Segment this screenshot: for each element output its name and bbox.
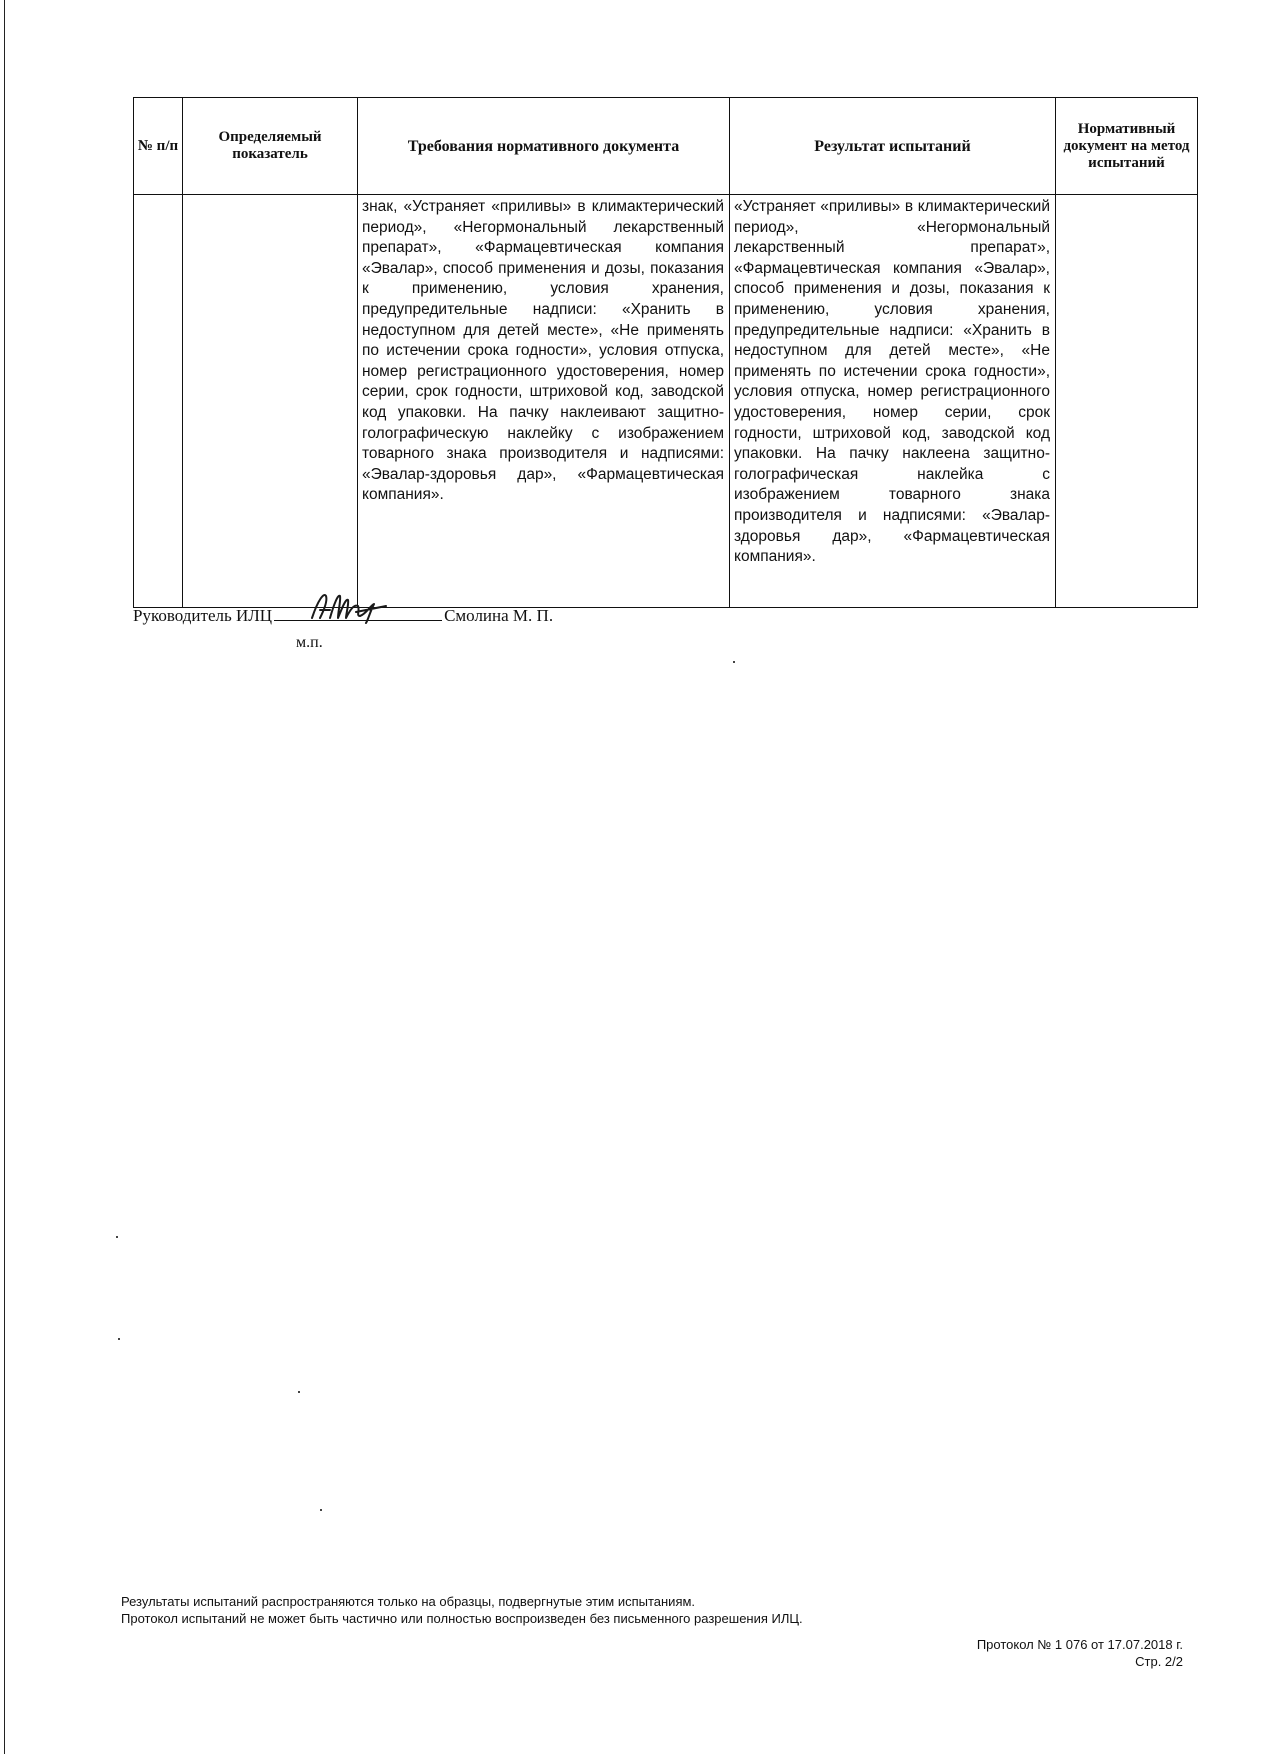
footer-note-scope: Результаты испытаний распространяются только на образцы, подвергнутые этим испытаниям. — [121, 1594, 696, 1609]
cell-number — [134, 195, 183, 608]
cell-indicator — [183, 195, 358, 608]
table-row — [134, 195, 1198, 608]
handwritten-signature — [308, 590, 388, 624]
signatory-role: Руководитель ИЛЦ — [133, 606, 273, 625]
cell-method — [1056, 195, 1198, 608]
scan-speck — [298, 1391, 300, 1393]
stamp-place: м.п. — [296, 634, 323, 651]
page-number: Стр. 2/2 — [1135, 1654, 1183, 1669]
signatory-name: Смолина М. П. — [444, 606, 554, 625]
signature-line — [133, 604, 553, 626]
scan-speck — [116, 1236, 118, 1238]
scan-speck — [733, 661, 735, 663]
header-method: Нормативный документ на метод испытаний — [1056, 98, 1198, 195]
signature-blank — [274, 604, 442, 621]
header-requirements: Требования нормативного документа — [358, 98, 730, 195]
test-results-table — [133, 97, 1198, 608]
scan-speck — [320, 1509, 322, 1511]
cell-result — [730, 195, 1056, 608]
cell-requirements — [358, 195, 730, 608]
protocol-reference: Протокол № 1 076 от 17.07.2018 г. — [976, 1637, 1183, 1652]
table-header-row — [134, 98, 1198, 195]
header-result: Результат испытаний — [730, 98, 1056, 195]
requirements-text: знак, «Устраняет «приливы» в климактерический период», «Негормональный лекарственный препарат», «Фармацевтическая компания «Эвалар», способ применения и дозы, показания к применению, условия хранения, предупредительные надписи: «Хранить в недоступном для детей месте», «Не применять по истечении срока годности», условия отпуска, номер регистрационного удостоверения, номер серии, срок годности, штриховой код, заводской код упаковки. На пачку наклеивают защитно-голографическую наклейку с изображением товарного знака производителя и надписями: «Эвалар-здоровья дар», «Фармацевтическая компания». — [362, 198, 724, 504]
header-indicator: Определяемый показатель — [183, 98, 358, 195]
footer-note-reproduction: Протокол испытаний не может быть частично или полностью воспроизведен без письменного разрешения ИЛЦ. — [121, 1611, 803, 1626]
header-number: № п/п — [134, 98, 183, 195]
result-text: «Устраняет «приливы» в климактерический период», «Негормональный лекарственный препарат», «Фармацевтическая компания «Эвалар», способ применения и дозы, показания к применению, условия хранения, предупредительные надписи: «Хранить в недоступном для детей месте», «Не применять по истечении срока годности», условия отпуска, номер регистрационного удостоверения, номер серии, срок годности, штриховой код, заводской код упаковки. На пачку наклеена защитно-голографическая наклейка с изображением товарного знака производителя и надписями: «Эвалар-здоровья дар», «Фармацевтическая компания». — [734, 198, 1050, 566]
page-left-edge — [4, 0, 5, 1754]
scan-speck — [118, 1338, 120, 1340]
